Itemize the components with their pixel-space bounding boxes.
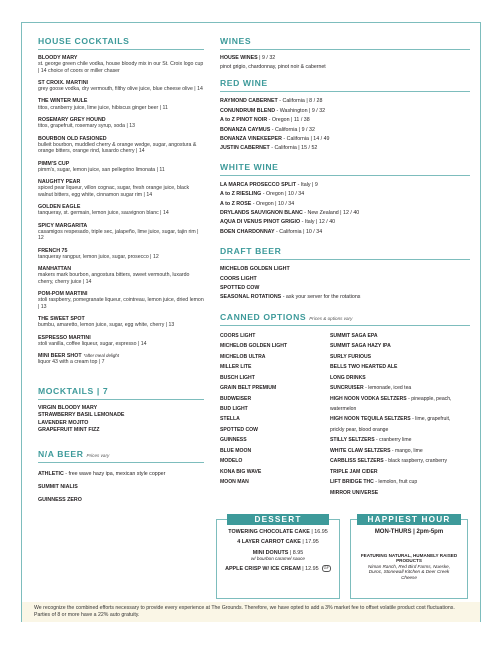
house-wines-price: | 9 / 32 <box>257 55 276 61</box>
canned-item-detail: watermelon <box>330 405 357 412</box>
white-wine-item-name: A to Z RIESLING <box>220 191 262 198</box>
white-wine-item-name: BOEN CHARDONNAY <box>220 228 275 235</box>
white-wine-item <box>220 218 470 227</box>
cocktail-item <box>38 80 204 93</box>
cocktail-name-text: PIMM'S CUP <box>38 160 70 167</box>
cocktail-item <box>38 117 204 130</box>
happiest-hour-box <box>350 515 468 599</box>
canned-item <box>330 446 470 456</box>
white-wine-item <box>220 190 470 199</box>
cocktail-desc: liquor 43 with a cream top | 7 <box>38 359 105 366</box>
red-wine-item-name: RAYMOND CABERNET <box>220 98 278 105</box>
canned-item <box>330 488 470 498</box>
canned-item-detail: - lemolon, fruit cup <box>373 479 418 486</box>
left-column <box>38 36 204 507</box>
cocktail-item <box>38 266 204 285</box>
dessert-item <box>217 550 339 561</box>
white-wine-item <box>220 228 470 237</box>
draft-beer-item <box>220 293 470 302</box>
red-wine-item <box>220 144 470 153</box>
na-beer-list <box>38 468 204 507</box>
mocktail-item: STRAWBERRY BASIL LEMONADE <box>38 412 125 419</box>
draft-beer-item <box>220 265 470 274</box>
canned-item: STELLA <box>220 416 240 423</box>
white-wine-title: WHITE WINE <box>220 161 279 172</box>
canned-item <box>330 383 470 393</box>
cocktail-name-text: MANHATTAN <box>38 266 72 273</box>
happiest-hour-featuring: FEATURING NATURAL, HUMANELY RAISED PRODUCTS <box>360 553 458 563</box>
red-wine-item-name: JUSTIN CABERNET <box>220 145 270 152</box>
draft-beer-item-name: COORS LIGHT <box>220 275 257 282</box>
cocktail-desc: pimm's, sugar, lemon juice, san pellegrino limonata | 11 <box>38 166 165 173</box>
canned-note: Prices & options vary <box>309 315 353 321</box>
white-wine-item-detail: - Italy | 12 / 40 <box>300 219 336 226</box>
na-beer-item <box>38 468 204 481</box>
canned-item-name: TRIPLE JAM CIDER <box>330 468 378 475</box>
canned-item <box>330 435 470 445</box>
footer-line-2: Parties of 8 or more have a 22% auto gratuity. <box>34 612 140 618</box>
draft-beer-item-name: SEASONAL ROTATIONS <box>220 294 282 301</box>
na-beer-item-name: SUMMIT NIALIS <box>38 484 78 491</box>
house-cocktails-title: HOUSE COCKTAILS <box>38 36 130 46</box>
gluten-free-badge: GF <box>323 566 329 571</box>
wines-title: WINES <box>220 36 252 46</box>
cocktail-name-text: SPICY MARGARITA <box>38 222 88 229</box>
canned-item <box>330 414 470 424</box>
canned-item-name: HIGH NOON VODKA SELTZERS <box>330 395 407 402</box>
cocktail-item <box>38 55 204 74</box>
cocktail-name-text: THE WINTER MULE <box>38 98 88 105</box>
na-beer-item <box>38 481 204 494</box>
canned-item: SPOTTED COW <box>220 426 258 433</box>
cocktail-desc: casamigos respesado, triple sec, jalapeño, lime juice, sugar, tajin rim | 12 <box>38 228 199 242</box>
cocktail-desc: makers mark bourbon, angostura bitters, sweet vermouth, luxardo cherry, cherry juice | 14 <box>38 272 190 285</box>
canned-options-grid <box>220 331 470 498</box>
canned-item: BUDWEISER <box>220 395 252 402</box>
canned-item <box>330 373 470 383</box>
canned-item-name: SURLY FURIOUS <box>330 353 372 360</box>
dessert-item <box>217 529 339 535</box>
canned-options-title <box>220 312 470 322</box>
dessert-name: MINI DONUTS <box>252 549 289 556</box>
canned-title-text: CANNED OPTIONS <box>220 311 307 322</box>
canned-item-name: STILLY SELTZERS <box>330 437 375 444</box>
canned-column-1 <box>220 331 330 498</box>
cocktail-item <box>38 248 204 261</box>
red-wine-item <box>220 116 470 125</box>
cocktail-desc: stoli vanilla, coffee liqueur, sugar, espresso | 14 <box>38 340 147 347</box>
na-beer-title-text: N/A BEER <box>38 449 84 460</box>
white-wine-item-name: AQUA DI VENUS PINOT GRIGIO <box>220 219 301 226</box>
cocktail-item <box>38 179 204 198</box>
draft-beer-item-name: SPOTTED COW <box>220 284 260 291</box>
na-beer-item-detail: - free wave hazy ipa, mexican style copper <box>63 471 166 478</box>
cocktail-name-text: POM-POM MARTINI <box>38 291 88 298</box>
canned-item: GRAIN BELT PREMIUM <box>220 385 277 392</box>
red-wine-item-name: BONANZA CAYMUS <box>220 126 271 133</box>
na-beer-item-name: GUINNESS ZERO <box>38 497 82 504</box>
cocktail-item <box>38 291 204 310</box>
canned-item-detail: - pineapple, peach, <box>406 395 452 402</box>
canned-item <box>330 331 470 341</box>
red-wine-item-detail: - California | 15 / 52 <box>269 145 318 152</box>
dessert-price: | 16.95 <box>309 529 328 535</box>
canned-item <box>330 362 470 372</box>
canned-item <box>330 467 470 477</box>
red-wine-item-detail: - California | 8 / 28 <box>277 98 323 105</box>
canned-item <box>330 404 470 414</box>
cocktail-name-text: THE SWEET SPOT <box>38 315 85 322</box>
cocktail-item <box>38 161 204 174</box>
dessert-name: 4 LAYER CARROT CAKE <box>237 539 301 546</box>
dessert-item <box>217 539 339 545</box>
draft-beer-item-name: MICHELOB GOLDEN LIGHT <box>220 266 290 273</box>
cocktail-desc: tanqueray rangpur, lemon juice, sugar, prosecco | 12 <box>38 253 159 260</box>
canned-item: MICHELOB ULTRA <box>220 353 266 360</box>
mocktails-price: | 7 <box>96 385 109 396</box>
na-beer-note: Prices vary <box>86 453 110 459</box>
canned-item: KONA BIG WAVE <box>220 468 262 475</box>
canned-item-name: SUMMIT SAGA HAZY IPA <box>330 343 391 350</box>
cocktail-item <box>38 223 204 242</box>
happiest-hour-times: MON-THURS | 2pm-5pm <box>374 529 444 535</box>
divider <box>220 175 470 176</box>
canned-item-name: SUNCRUISER <box>330 385 364 392</box>
canned-item-name: LIFT BRIDGE THC <box>330 479 374 486</box>
canned-item-detail: prickly pear, blood orange <box>330 426 389 433</box>
dessert-name: TOWERING CHOCOLATE CAKE <box>228 529 310 535</box>
dessert-title: DESSERT <box>227 514 329 525</box>
canned-item <box>330 425 470 435</box>
mocktails-title-text: MOCKTAILS <box>38 385 94 396</box>
canned-item: BLUE MOON <box>220 447 252 454</box>
cocktail-name-text: ROSEMARY GREY HOUND <box>38 117 106 124</box>
dessert-item <box>217 565 339 572</box>
red-wine-item-detail: - Oregon | 11 / 38 <box>267 117 310 124</box>
canned-item-detail: - black raspberry, cranberry <box>383 458 448 465</box>
white-wine-item-detail: - Oregon | 10 / 34 <box>251 200 295 207</box>
cocktail-item <box>38 353 204 366</box>
white-wine-item-name: A to Z ROSE <box>220 200 252 207</box>
white-wine-item-detail: - Italy | 9 <box>296 181 318 188</box>
divider <box>38 399 204 400</box>
na-beer-title <box>38 449 204 459</box>
right-column <box>220 36 470 498</box>
canned-item <box>330 456 470 466</box>
cocktail-desc: titos, cranberry juice, lime juice, hibiscus ginger beer | 11 <box>38 104 168 111</box>
dessert-name: APPLE CRISP W/ ICE CREAM <box>225 566 301 573</box>
canned-item: MILLER LITE <box>220 364 252 371</box>
white-wine-item-detail: - California | 10 / 34 <box>274 228 323 235</box>
dessert-price: | 17.95 <box>300 539 319 546</box>
dessert-price: | 8.95 <box>288 549 304 556</box>
mocktails-title <box>38 386 204 396</box>
mocktail-item: LAVENDER MOJITO <box>38 419 89 426</box>
happiest-hour-title: HAPPIEST HOUR <box>357 514 461 525</box>
house-wines <box>220 55 470 62</box>
cocktail-note: *after meal delight <box>83 353 119 359</box>
mocktail-item: GRAPEFRUIT MINT FIZZ <box>38 427 100 434</box>
white-wine-item <box>220 209 470 218</box>
cocktail-desc: titos, grapefruit, rosemary syrup, soda | 13 <box>38 123 136 130</box>
red-wine-item <box>220 126 470 135</box>
white-wine-item-name: LA MARCA PROSECCO SPLIT <box>220 181 297 188</box>
draft-beer-item <box>220 275 470 284</box>
red-wine-item-detail: - California | 9 / 32 <box>270 126 315 133</box>
canned-item-detail: - lemonade, iced tea <box>363 385 412 392</box>
divider <box>38 462 204 463</box>
canned-item: MODELO <box>220 458 243 465</box>
cocktail-item <box>38 204 204 217</box>
draft-beer-title: DRAFT BEER <box>220 246 282 257</box>
red-wine-item <box>220 135 470 144</box>
house-cocktails-list <box>38 55 204 366</box>
divider <box>220 259 470 260</box>
canned-item-name: WHITE CLAW SELTZERS <box>330 447 391 454</box>
canned-item-name: BELLS TWO HEARTED ALE <box>330 364 398 371</box>
cocktail-desc: stoli raspberry, pomegranate liqueur, cointreau, lemon juice, dried lemon | 13 <box>38 297 204 310</box>
white-wine-item <box>220 200 470 209</box>
canned-item-name: HIGH NOON TEQUILA SELTZERS <box>330 416 411 423</box>
red-wine-item-name: CONUNDRUM BLEND <box>220 107 276 114</box>
white-wine-item-name: DRYLANDS SAUVIGNON BLANC <box>220 209 303 216</box>
mocktail-item: VIRGIN BLOODY MARY <box>38 404 98 411</box>
canned-item: MOON MAN <box>220 479 249 486</box>
divider <box>38 49 204 50</box>
canned-item-name: CARBLISS SELTZERS <box>330 458 384 465</box>
white-wine-item-detail: - Oregon | 10 / 34 <box>261 191 305 198</box>
cocktail-item <box>38 335 204 348</box>
cocktail-item <box>38 98 204 111</box>
cocktail-desc: bulleit bourbon, muddled cherry & orange wedge, sugar, angostura & orange bitters, orange rind, luxardo cherry | 14 <box>38 141 197 155</box>
divider <box>220 91 470 92</box>
canned-item <box>330 341 470 351</box>
canned-item <box>330 477 470 487</box>
canned-item: BUD LIGHT <box>220 405 248 412</box>
cocktail-desc: bumbu, amaretto, lemon juice, sugar, egg white, cherry | 13 <box>38 322 175 329</box>
canned-item <box>330 352 470 362</box>
footer-notice <box>22 602 480 622</box>
cocktail-name-text: ESPRESSO MARTINI <box>38 334 91 341</box>
cocktail-item <box>38 136 204 155</box>
red-wine-list <box>220 97 470 153</box>
na-beer-item-name: ATHLETIC <box>38 471 64 478</box>
dessert-list <box>217 529 339 573</box>
canned-item-name: MIRROR UNIVERSE <box>330 489 379 496</box>
canned-item: MICHELOB GOLDEN LIGHT <box>220 343 288 350</box>
house-wines-desc: pinot grigio, chardonnay, pinot noir & cabernet <box>220 64 326 70</box>
cocktail-item <box>38 316 204 329</box>
dessert-note: w/ bourbon caramel sauce <box>251 556 305 562</box>
canned-item-name: LONG DRINKS <box>330 374 366 381</box>
white-wine-list <box>220 181 470 237</box>
canned-item-detail: - mango, lime <box>390 447 423 454</box>
cocktail-desc: tanqueray, st. germain, lemon juice, sauvignon blanc | 14 <box>38 210 169 217</box>
canned-item-detail: - lime, grapefruit, <box>410 416 451 423</box>
house-wines-name: HOUSE WINES <box>220 55 258 61</box>
cocktail-name-text: NAUGHTY PEAR <box>38 179 81 186</box>
cocktail-desc: grey goose vodka, dry vermouth, filthy olive juice, blue cheese olive | 14 <box>38 86 203 93</box>
red-wine-item-detail: - California | 14 / 49 <box>281 135 330 142</box>
canned-item: GUINNESS <box>220 437 247 444</box>
cocktail-name-text: BLOODY MARY <box>38 55 78 61</box>
footer-line-1: We recognize the combined efforts necessary to provide every experience at The Grounds. Therefore, we have opted to add a 3% market fee to offset volatile product cost fluctuations. <box>34 605 455 611</box>
cocktail-name-text: MINI BEER SHOT <box>38 353 82 360</box>
red-wine-item <box>220 107 470 116</box>
canned-item <box>330 394 470 404</box>
red-wine-title: RED WINE <box>220 78 268 89</box>
divider <box>220 325 470 326</box>
canned-item-detail: - cranberry lime <box>374 437 412 444</box>
red-wine-item-detail: - Washington | 9 / 32 <box>275 107 326 114</box>
divider <box>220 49 470 50</box>
canned-item: BUSCH LIGHT <box>220 374 255 381</box>
draft-beer-list <box>220 265 470 303</box>
red-wine-item <box>220 97 470 106</box>
dessert-price: | 12.95 <box>300 566 319 573</box>
cocktail-name-text: FRENCH 75 <box>38 247 68 254</box>
canned-item: COORS LIGHT <box>220 332 256 339</box>
draft-beer-item-detail: - ask your server for the rotations <box>281 294 361 301</box>
white-wine-item-detail: - New Zealand | 12 / 40 <box>302 209 360 216</box>
happiest-hour-farms: Niman Ranch, Red Bird Farms, Nueske, Duroc, Stonewall Kitchen & Deer Creek Cheese <box>368 564 450 580</box>
cocktail-desc: spiced pear liqueur, villon cognac, sugar, fresh orange juice, black walnut bitters, egg white, cinnamon sugar rim | 14 <box>38 185 190 198</box>
dessert-box <box>216 515 340 599</box>
mocktails-list <box>38 405 204 435</box>
canned-item-name: SUMMIT SAGA EPA <box>330 332 378 339</box>
cocktail-name-text: BOURBON OLD FASIONED <box>38 135 107 142</box>
red-wine-item-name: A to Z PINOT NOIR <box>220 117 268 124</box>
cocktail-name-text: ST CROIX. MARTINI <box>38 79 89 86</box>
cocktail-name-text: GOLDEN EAGLE <box>38 204 81 211</box>
white-wine-item <box>220 181 470 190</box>
draft-beer-item <box>220 284 470 293</box>
red-wine-item-name: BONANZA VINEKEEPER <box>220 135 282 142</box>
canned-column-2 <box>330 331 470 498</box>
cocktail-desc: st. george green chile vodka, house bloody mix in our St. Croix logo cup | 14 choice of coors or miller chaser <box>38 61 204 74</box>
na-beer-item <box>38 494 204 507</box>
